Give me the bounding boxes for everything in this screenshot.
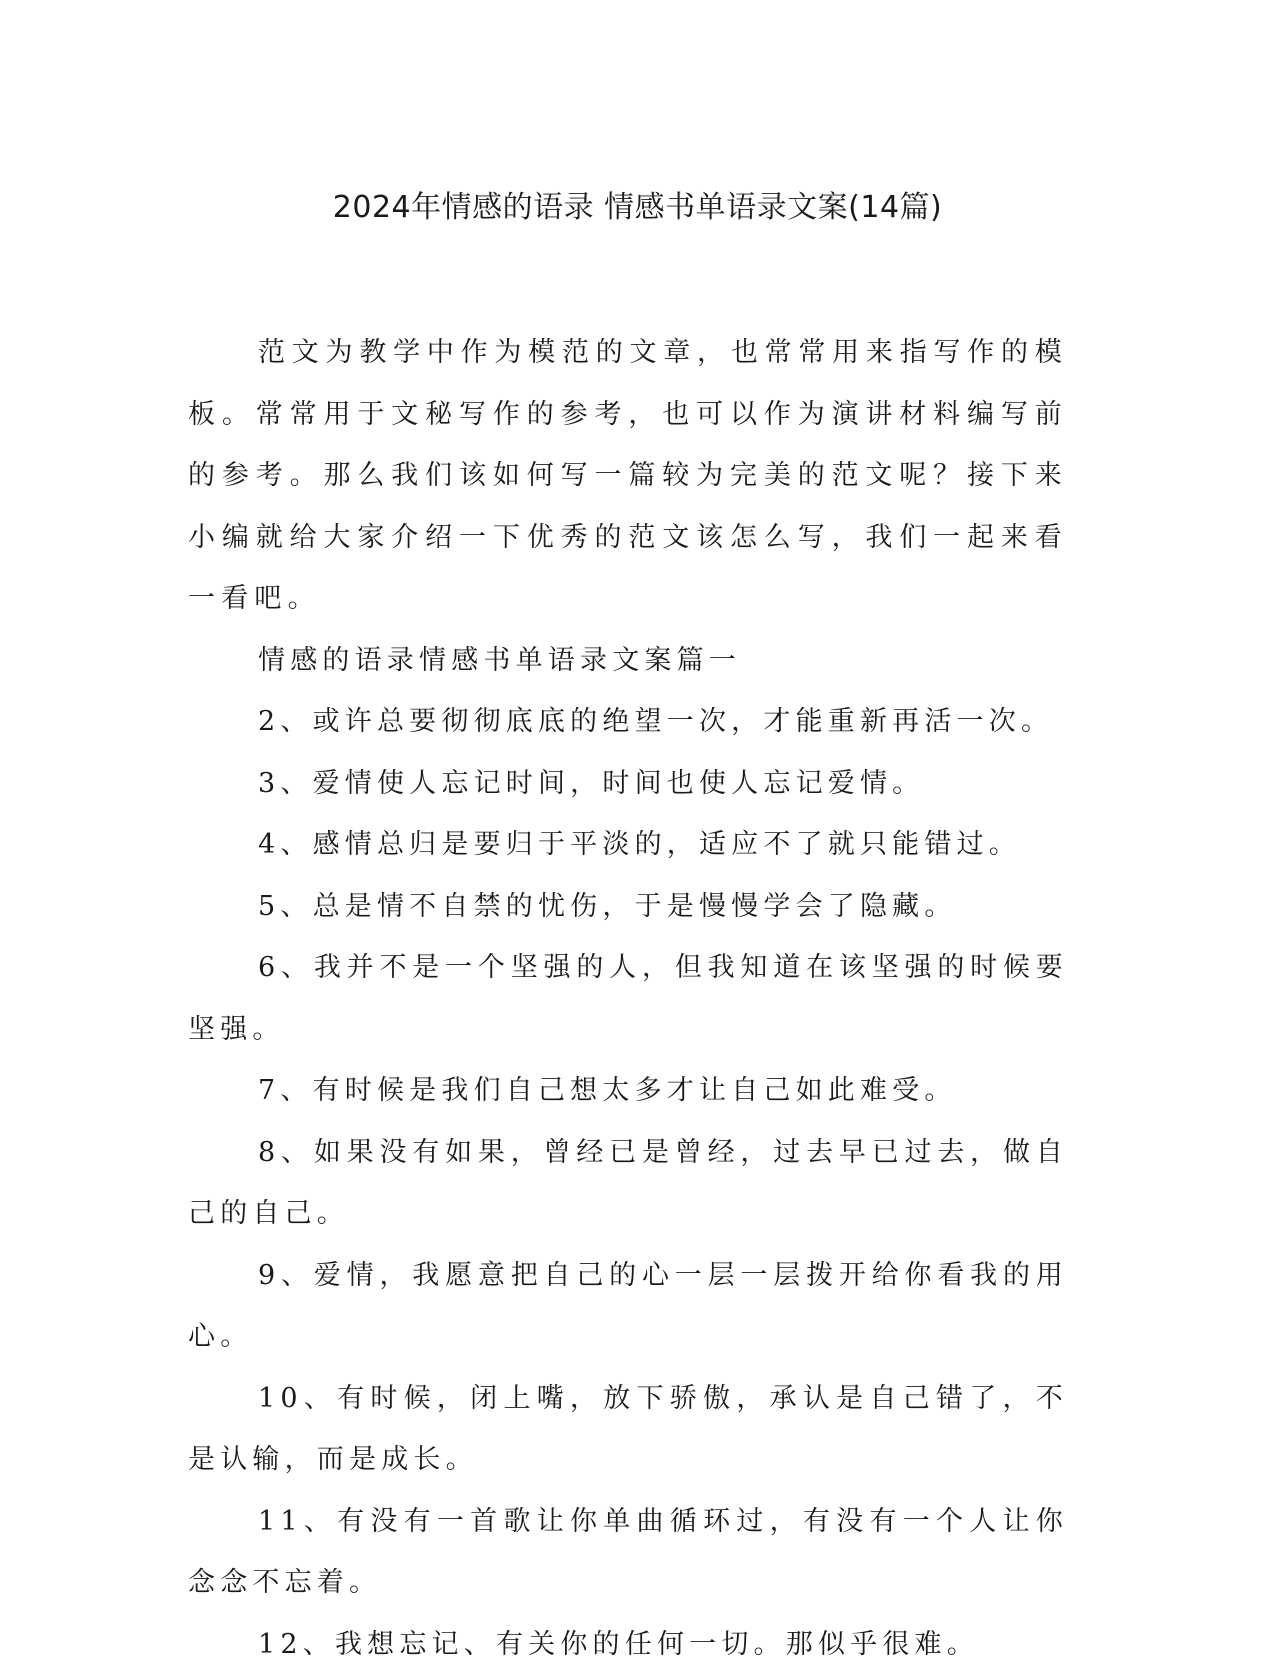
quote-item: 3、爱情使人忘记时间，时间也使人忘记爱情。	[188, 753, 1068, 815]
quote-item: 12、我想忘记、有关你的任何一切。那似乎很难。	[188, 1614, 1068, 1675]
document-body	[188, 322, 1068, 1675]
quote-item: 7、有时候是我们自己想太多才让自己如此难受。	[188, 1060, 1068, 1122]
section-heading: 情感的语录情感书单语录文案篇一	[188, 630, 1068, 692]
intro-paragraph: 范文为教学中作为模范的文章，也常常用来指写作的模板。常常用于文秘写作的参考，也可以作为演讲材料编写前的参考。那么我们该如何写一篇较为完美的范文呢？接下来小编就给大家介绍一下优秀的范文该怎么写，我们一起来看一看吧。	[188, 322, 1068, 630]
quote-item: 9、爱情，我愿意把自己的心一层一层拨开给你看我的用心。	[188, 1245, 1068, 1368]
quote-item: 5、总是情不自禁的忧伤，于是慢慢学会了隐藏。	[188, 876, 1068, 938]
document-title: 2024年情感的语录 情感书单语录文案(14篇)	[0, 182, 1275, 226]
quote-item: 6、我并不是一个坚强的人，但我知道在该坚强的时候要坚强。	[188, 937, 1068, 1060]
quote-item: 4、感情总归是要归于平淡的，适应不了就只能错过。	[188, 814, 1068, 876]
quote-item: 11、有没有一首歌让你单曲循环过，有没有一个人让你念念不忘着。	[188, 1491, 1068, 1614]
quote-item: 10、有时候，闭上嘴，放下骄傲，承认是自己错了，不是认输，而是成长。	[188, 1368, 1068, 1491]
quote-item: 2、或许总要彻彻底底的绝望一次，才能重新再活一次。	[188, 691, 1068, 753]
quote-item: 8、如果没有如果，曾经已是曾经，过去早已过去，做自己的自己。	[188, 1122, 1068, 1245]
